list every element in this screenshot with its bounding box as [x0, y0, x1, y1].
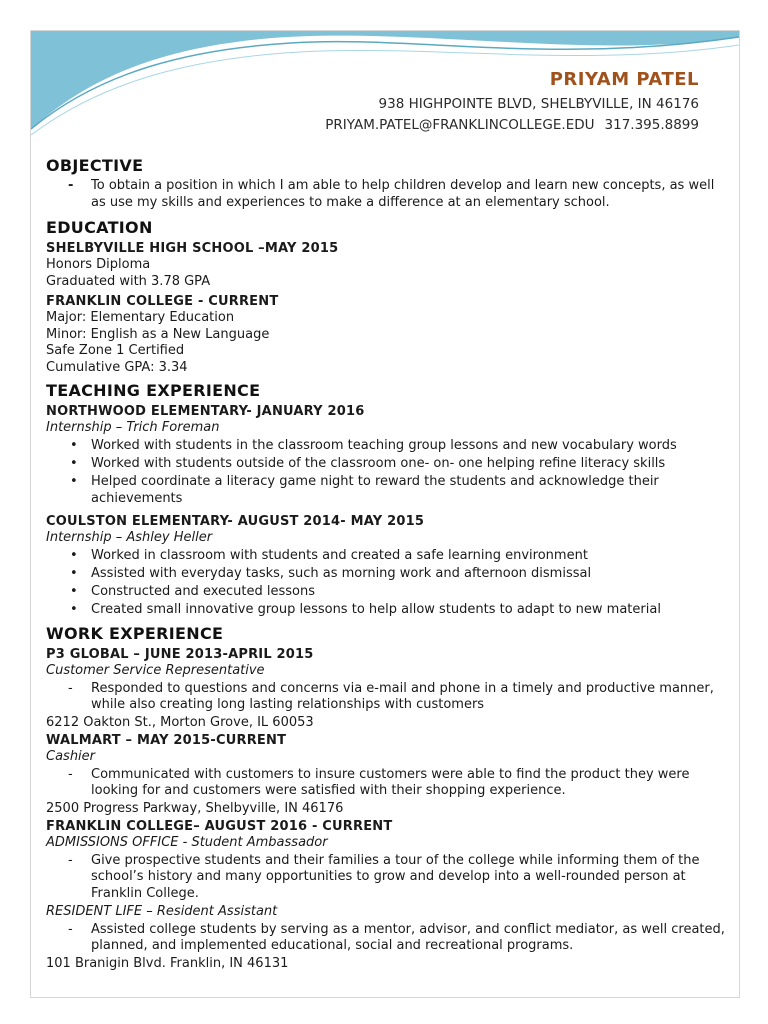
bullet: •	[70, 602, 78, 617]
job-title: COULSTON ELEMENTARY- AUGUST 2014- MAY 2015	[46, 514, 425, 529]
contact-header	[325, 69, 699, 136]
school-detail: Safe Zone 1 Certified	[46, 343, 185, 358]
employer-address: 2500 Progress Parkway, Shelbyville, IN 46176	[46, 801, 344, 816]
job-duties	[46, 922, 731, 955]
bullet: •	[70, 584, 78, 599]
job-role: Internship – Trich Foreman	[46, 420, 220, 435]
job-role: Cashier	[46, 748, 96, 764]
duty-item	[46, 438, 731, 455]
duty-text: Constructed and executed lessons	[91, 584, 315, 599]
objective-list	[46, 178, 731, 211]
duty-text: Helped coordinate a literacy game night to reward the students and acknowledge their achievements	[91, 474, 659, 506]
bullet: •	[70, 456, 78, 471]
bullet: •	[70, 548, 78, 563]
job-duties	[46, 853, 731, 903]
school-detail: Minor: English as a New Language	[46, 326, 270, 342]
duty-text: Communicated with customers to insure customers were able to find the product they were looking for and customers were satisfied with their shopping experience.	[91, 766, 690, 798]
employer-address: 6212 Oakton St., Morton Grove, IL 60053	[46, 715, 314, 730]
duty-item	[46, 548, 731, 565]
phone-number[interactable]: 317.395.8899	[604, 117, 699, 133]
job-role: RESIDENT LIFE – Resident Assistant	[46, 903, 278, 919]
job-title: WALMART – MAY 2015-CURRENT	[46, 732, 287, 748]
duty-item	[46, 681, 731, 714]
job-role: Customer Service Representative	[46, 662, 265, 678]
school-detail: Graduated with 3.78 GPA	[46, 273, 211, 289]
duty-item	[46, 767, 731, 800]
bullet: •	[70, 438, 78, 453]
duty-item	[46, 566, 731, 583]
address-line: 938 HIGHPOINTE BLVD, SHELBYVILLE, IN 46176	[378, 96, 699, 112]
bullet: •	[70, 474, 78, 489]
duty-item	[46, 474, 731, 507]
dash-bullet: -	[68, 766, 73, 782]
job-title: FRANKLIN COLLEGE– AUGUST 2016 - CURRENT	[46, 818, 393, 834]
duty-text: Give prospective students and their families a tour of the college while informing them of the school’s history and many opportunities to grow and develop into a well-rounded person at Franklin College.	[91, 852, 700, 901]
resume-page	[30, 30, 740, 998]
dash-bullet: -	[68, 852, 73, 868]
duty-text: Assisted college students by serving as a mentor, advisor, and conflict mediator, as well created, planned, and implemented educational, social and recreational programs.	[91, 921, 725, 953]
objective-text: To obtain a position in which I am able to help children develop and learn new concepts, as well as use my skills and experiences to make a difference at an elementary school.	[91, 178, 715, 210]
education-heading: EDUCATION	[46, 218, 153, 237]
job-role: Internship – Ashley Heller	[46, 530, 213, 545]
email-phone-line	[325, 115, 699, 136]
duty-item	[46, 853, 731, 903]
school-title: FRANKLIN COLLEGE - CURRENT	[46, 294, 279, 309]
dash-bullet: -	[68, 178, 74, 193]
duty-item	[46, 456, 731, 473]
job-duties	[46, 548, 731, 619]
duty-text: Worked in classroom with students and created a safe learning environment	[91, 548, 588, 563]
school-detail: Cumulative GPA: 3.34	[46, 359, 188, 375]
resume-content	[46, 149, 731, 973]
employer-address: 101 Branigin Blvd. Franklin, IN 46131	[46, 956, 289, 971]
duty-item	[46, 922, 731, 955]
job-duties	[46, 681, 731, 714]
school-title: SHELBYVILLE HIGH SCHOOL –MAY 2015	[46, 241, 339, 256]
dash-bullet: -	[68, 680, 73, 696]
applicant-name: PRIYAM PATEL	[549, 69, 699, 90]
school-detail: Major: Elementary Education	[46, 310, 235, 325]
duty-text: Responded to questions and concerns via e-mail and phone in a timely and productive manner, while also creating long lasting relationships with customers	[91, 680, 714, 712]
email-address[interactable]: PRIYAM.PATEL@FRANKLINCOLLEGE.EDU	[325, 117, 595, 133]
work-heading: WORK EXPERIENCE	[46, 623, 224, 643]
dash-bullet: -	[68, 921, 73, 937]
duty-text: Assisted with everyday tasks, such as morning work and afternoon dismissal	[91, 566, 592, 581]
objective-heading: OBJECTIVE	[46, 156, 144, 175]
duty-item	[46, 602, 731, 619]
duty-text: Created small innovative group lessons to help allow students to adapt to new material	[91, 602, 661, 617]
teaching-heading: TEACHING EXPERIENCE	[46, 381, 261, 400]
job-duties	[46, 767, 731, 800]
job-role: ADMISSIONS OFFICE - Student Ambassador	[46, 834, 328, 850]
bullet: •	[70, 566, 78, 581]
job-duties	[46, 438, 731, 507]
job-title: NORTHWOOD ELEMENTARY- JANUARY 2016	[46, 404, 365, 419]
school-detail: Honors Diploma	[46, 257, 151, 272]
duty-text: Worked with students in the classroom teaching group lessons and new vocabulary words	[91, 438, 677, 453]
duty-item	[46, 584, 731, 601]
job-title: P3 GLOBAL – JUNE 2013-APRIL 2015	[46, 646, 314, 662]
duty-text: Worked with students outside of the classroom one- on- one helping refine literacy skills	[91, 456, 666, 471]
objective-item	[46, 178, 731, 211]
